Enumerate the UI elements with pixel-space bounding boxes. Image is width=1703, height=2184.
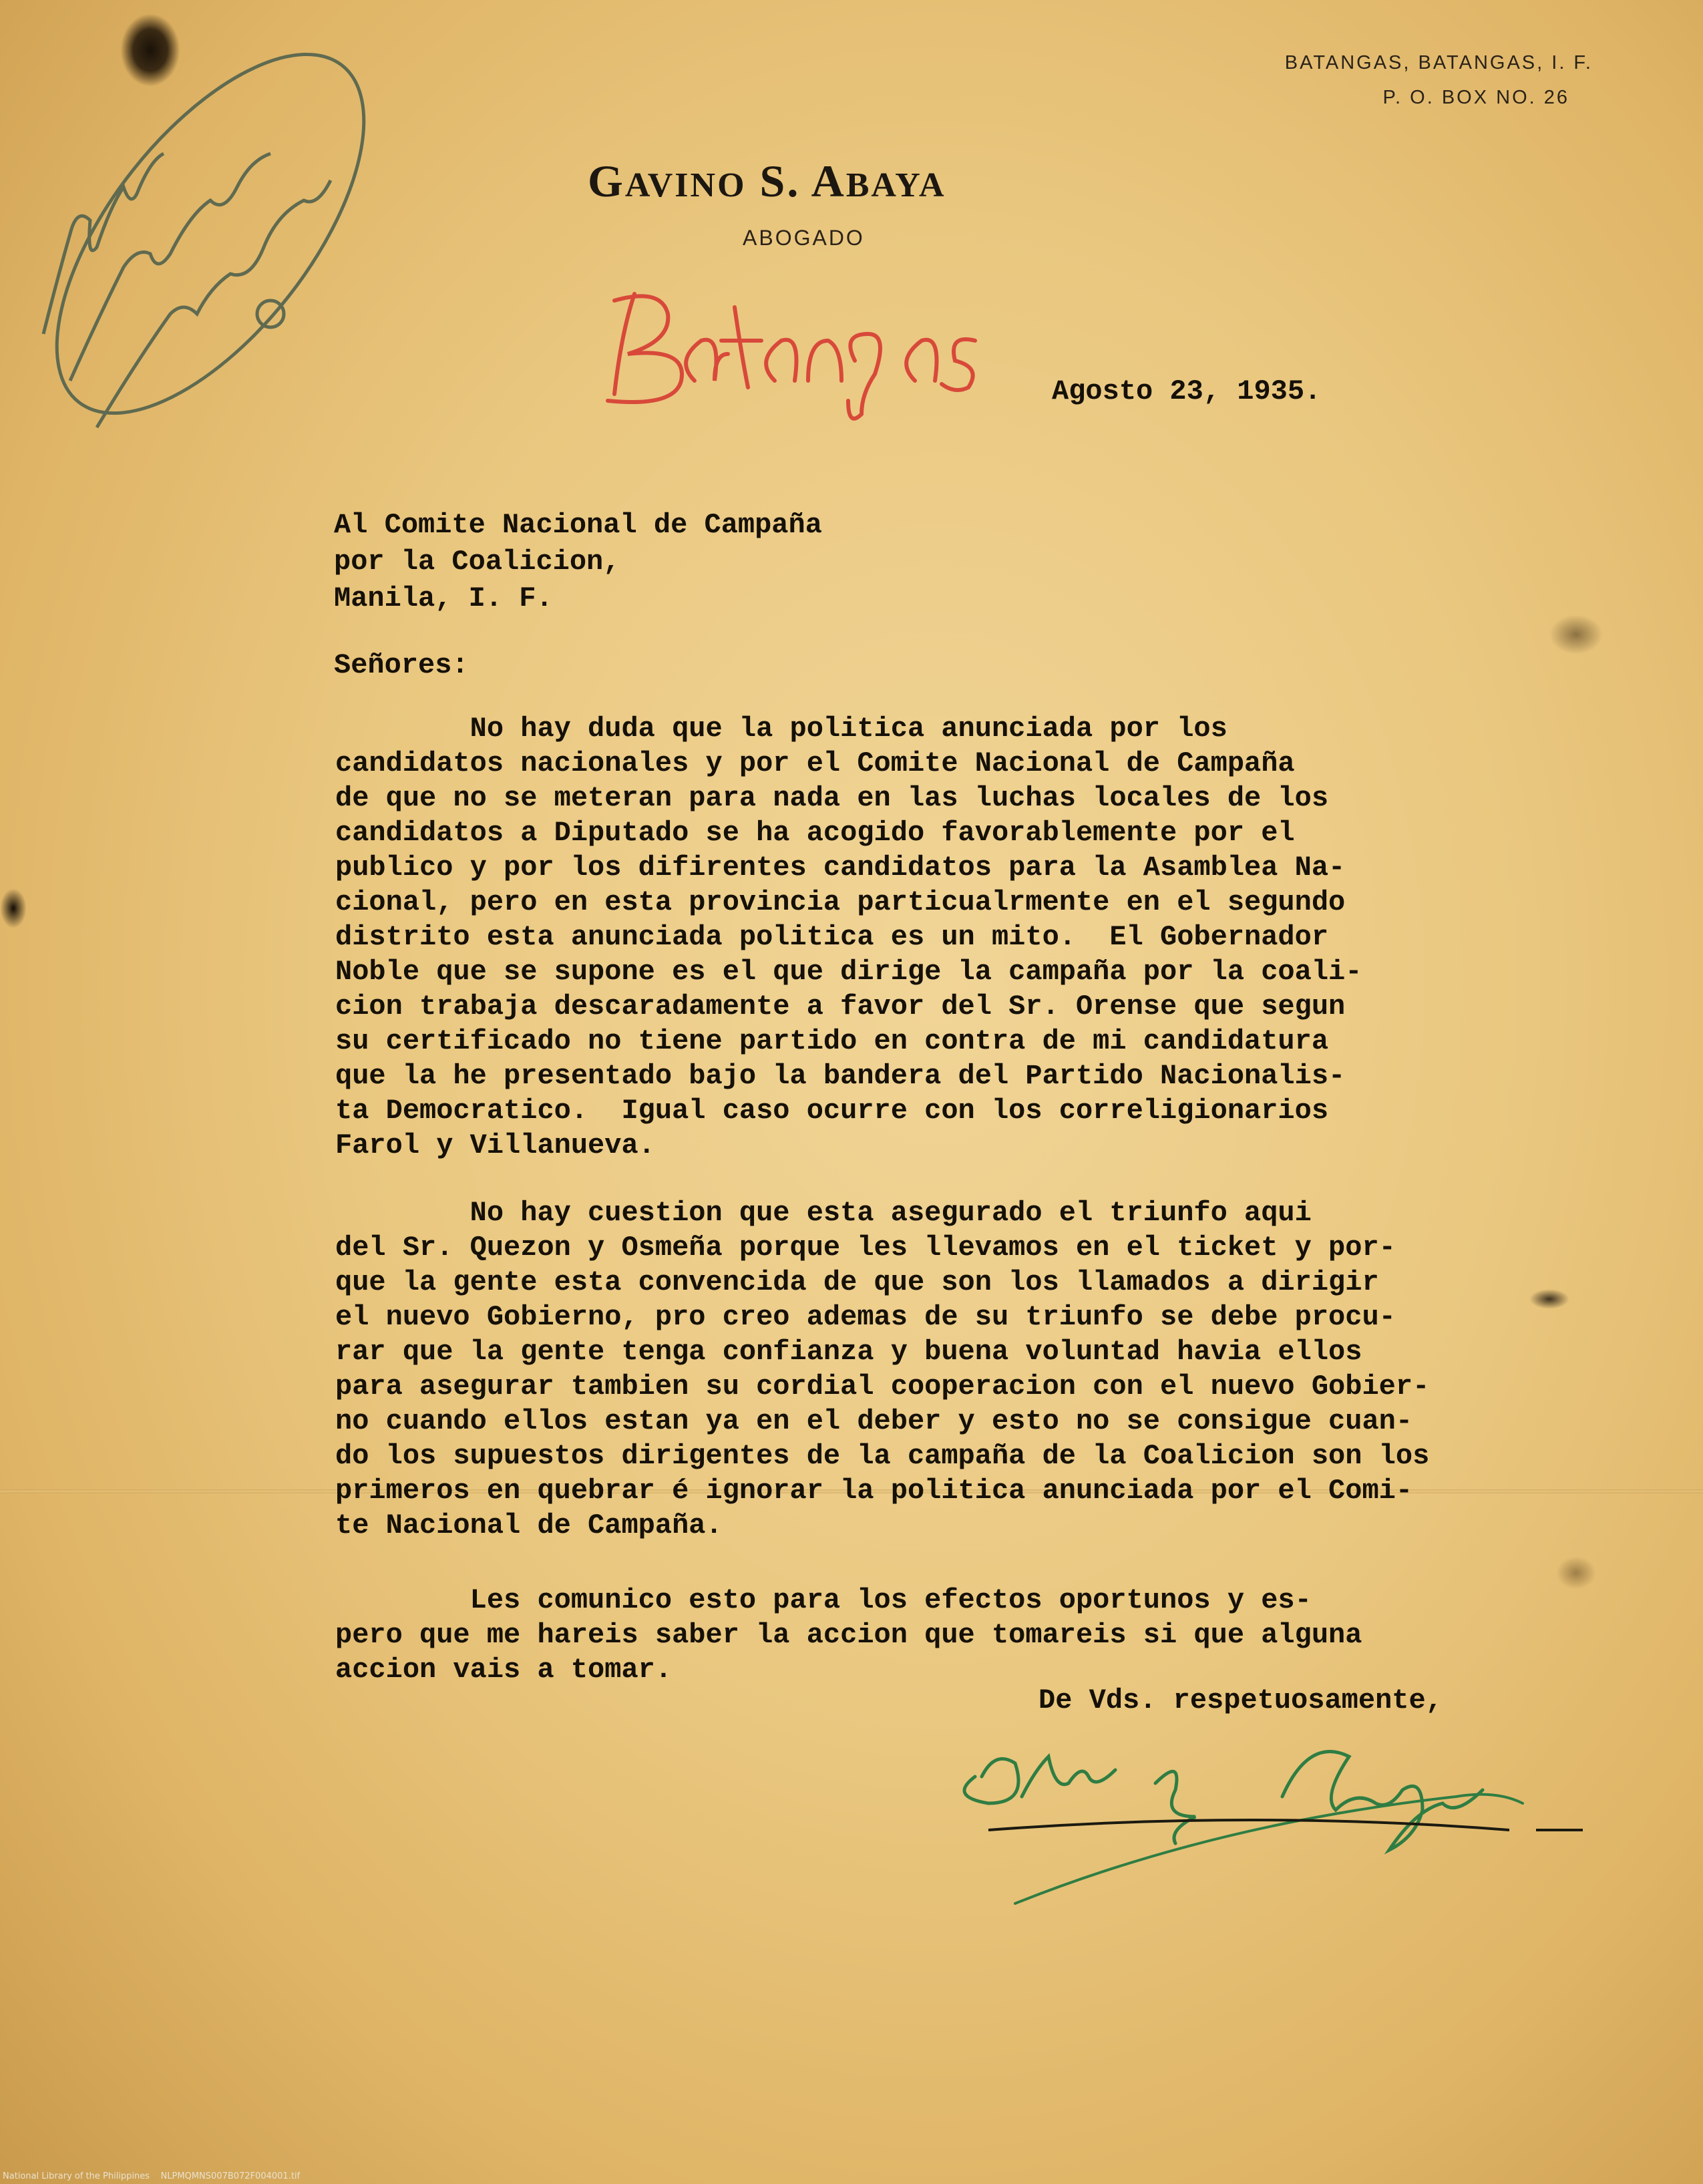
- pencil-note-stamp: [17, 20, 404, 454]
- body-line: su certificado no tiene partido en contra de mi candidatura: [335, 1025, 1329, 1057]
- recipient-line: Al Comite Nacional de Campaña: [334, 509, 822, 541]
- dirt-spot: [1556, 1556, 1596, 1590]
- dirt-spot: [1529, 1289, 1569, 1309]
- body-line: ta Democratico. Igual caso ocurre con los correligionarios: [335, 1095, 1329, 1127]
- body-line: no cuando ellos estan ya en el deber y esto no se consigue cuan-: [335, 1405, 1413, 1437]
- body-line: cion trabaja descaradamente a favor del Sr. Orense que segun: [335, 990, 1346, 1023]
- body-line: No hay cuestion que esta asegurado el triunfo aqui: [335, 1197, 1312, 1229]
- name-first-rest: AVINO: [624, 166, 747, 204]
- body-line: primeros en quebrar é ignorar la politica anunciada por el Comi-: [335, 1475, 1413, 1507]
- body-line: de que no se meteran para nada en las luchas locales de los: [335, 782, 1329, 814]
- recipient-line: por la Coalicion,: [334, 546, 620, 578]
- body-line: pero que me hareis saber la accion que tomareis si que alguna: [335, 1619, 1362, 1651]
- body-line: do los supuestos dirigentes de la campaña de la Coalicion son los: [335, 1440, 1430, 1472]
- letterhead-title: ABOGADO: [743, 226, 865, 250]
- body-line: te Nacional de Campaña.: [335, 1509, 723, 1541]
- body-line: rar que la gente tenga confianza y buena voluntad havia ellos: [335, 1336, 1362, 1368]
- name-first-initial: G: [588, 156, 625, 206]
- dirt-spot: [1549, 614, 1603, 655]
- body-line: Farol y Villanueva.: [335, 1129, 655, 1161]
- archive-footer: National Library of the Philippines NLPMQMNS007B072F004001.tif: [3, 2171, 301, 2181]
- name-last-rest: BAYA: [845, 166, 946, 204]
- letterhead-name: [588, 155, 946, 208]
- body-line: Les comunico esto para los efectos oportunos y es-: [335, 1584, 1312, 1616]
- body-line: que la gente esta convencida de que son los llamados a dirigir: [335, 1266, 1379, 1298]
- handwritten-signature: [935, 1737, 1623, 1910]
- name-last-initial: A: [811, 156, 846, 206]
- salutation: Señores:: [334, 649, 469, 681]
- body-line: publico y por los difirentes candidatos para la Asamblea Na-: [335, 852, 1346, 884]
- red-handwriting-batangas: [601, 281, 1095, 421]
- letterhead-address-1: BATANGAS, BATANGAS, I. F.: [1284, 52, 1593, 73]
- body-line: candidatos a Diputado se ha acogido favorablemente por el: [335, 817, 1295, 849]
- body-line: cional, pero en esta provincia particualrmente en el segundo: [335, 886, 1346, 918]
- body-line: No hay duda que la politica anunciada por los: [335, 713, 1227, 745]
- body-line: Noble que se supone es el que dirige la campaña por la coali-: [335, 956, 1362, 988]
- body-line: candidatos nacionales y por el Comite Nacional de Campaña: [335, 747, 1295, 779]
- body-line: que la he presentado bajo la bandera del Partido Nacionalis-: [335, 1060, 1346, 1092]
- body-line: del Sr. Quezon y Osmeña porque les llevamos en el ticket y por-: [335, 1232, 1396, 1264]
- body-line: distrito esta anunciada politica es un mito. El Gobernador: [335, 921, 1329, 953]
- letter-date: Agosto 23, 1935.: [1052, 375, 1322, 407]
- letterhead-address-2: P. O. BOX NO. 26: [1382, 87, 1569, 108]
- body-line: el nuevo Gobierno, pro creo ademas de su triunfo se debe procu-: [335, 1301, 1396, 1333]
- body-line: accion vais a tomar.: [335, 1654, 673, 1686]
- recipient-line: Manila, I. F.: [334, 582, 553, 614]
- body-line: para asegurar tambien su cordial cooperacion con el nuevo Gobier-: [335, 1371, 1430, 1403]
- closing: De Vds. respetuosamente,: [1038, 1684, 1443, 1716]
- name-middle: S.: [759, 156, 801, 206]
- ink-blot: [0, 888, 27, 928]
